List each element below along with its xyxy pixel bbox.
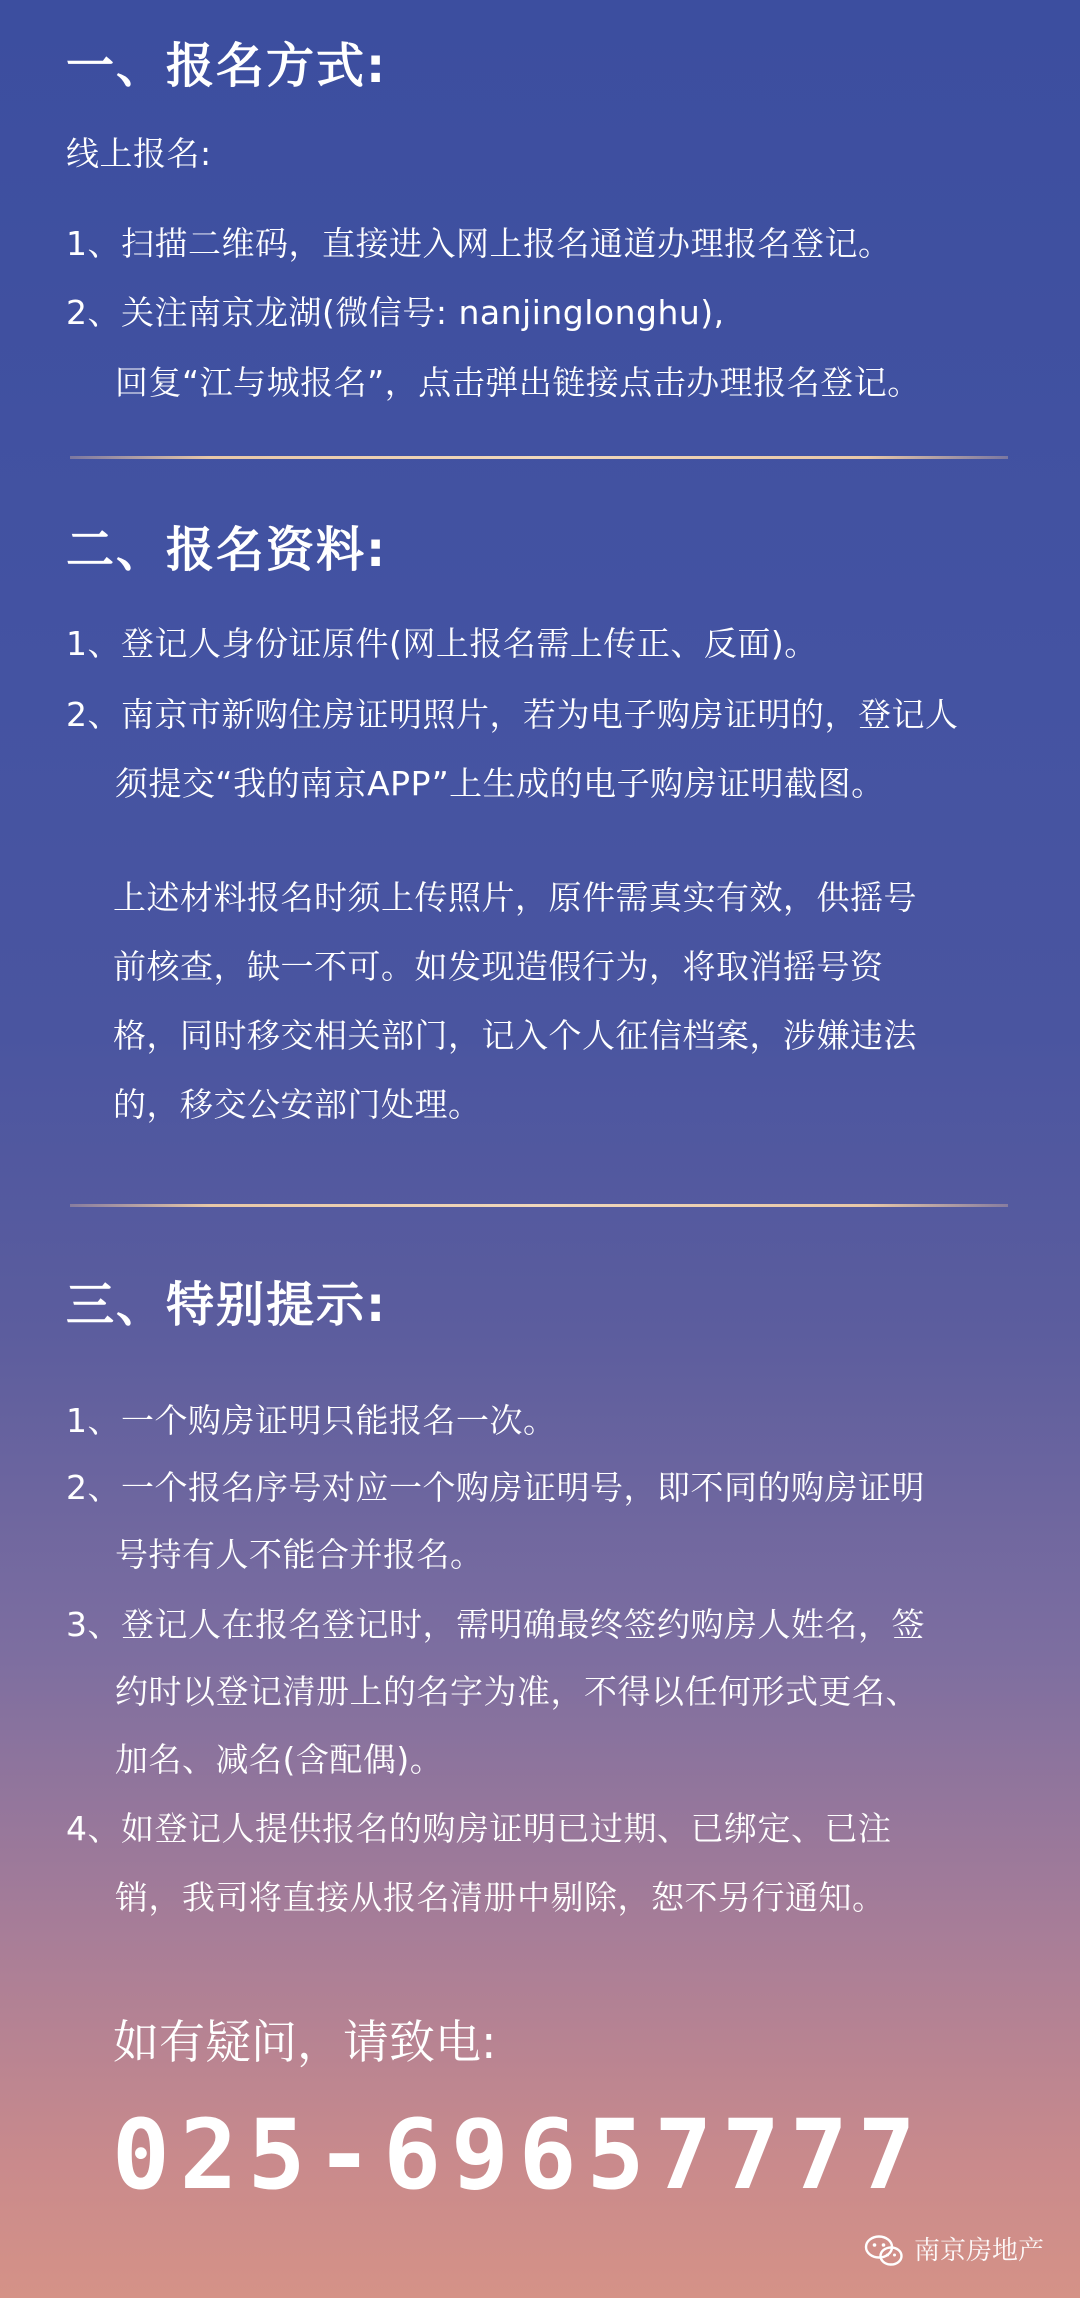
watermark-text: 南京房地产: [913, 2236, 1044, 2266]
section-heading-registration-materials: 二、报名资料:: [66, 522, 388, 578]
list-item-continuation: 销，我司将直接从报名清册中剔除，恕不另行通知。: [115, 1878, 886, 1917]
list-item-continuation: 须提交“我的南京APP”上生成的电子购房证明截图。: [115, 764, 885, 803]
wechat-icon: [864, 2234, 904, 2268]
list-item: 1、登记人身份证原件(网上报名需上传正、反面)。: [66, 624, 818, 663]
section-heading-special-notice: 三、特别提示:: [66, 1277, 388, 1333]
section-divider: [70, 1204, 1008, 1207]
list-item: 2、南京市新购住房证明照片，若为电子购房证明的，登记人: [66, 695, 959, 734]
note-line: 格，同时移交相关部门，记入个人征信档案，涉嫌违法: [113, 1016, 917, 1055]
section-divider: [70, 456, 1008, 459]
list-item-continuation: 约时以登记清册上的名字为准，不得以任何形式更名、: [115, 1672, 919, 1711]
list-item: 3、登记人在报名登记时，需明确最终签约购房人姓名，签: [66, 1605, 925, 1644]
list-item-continuation: 号持有人不能合并报名。: [115, 1535, 484, 1574]
section-heading-registration-method: 一、报名方式:: [66, 38, 388, 94]
note-line: 的，移交公安部门处理。: [113, 1085, 482, 1124]
note-line: 前核查，缺一不可。如发现造假行为，将取消摇号资: [113, 947, 884, 986]
wechat-account-watermark: [864, 2234, 1044, 2268]
list-item: 2、关注南京龙湖(微信号: nanjinglonghu),: [66, 293, 725, 332]
list-item-continuation: 回复“江与城报名”，点击弹出链接点击办理报名登记。: [115, 363, 921, 402]
subheading-online-registration: 线上报名:: [66, 134, 212, 173]
list-item: 4、如登记人提供报名的购房证明已过期、已绑定、已注: [66, 1809, 892, 1848]
contact-phone-number[interactable]: 025-69657777: [112, 2099, 926, 2211]
note-line: 上述材料报名时须上传照片，原件需真实有效，供摇号: [113, 878, 917, 917]
list-item-continuation: 加名、减名(含配偶)。: [115, 1740, 444, 1779]
contact-label: 如有疑问，请致电:: [113, 2015, 497, 2069]
list-item: 1、一个购房证明只能报名一次。: [66, 1401, 557, 1440]
list-item: 2、一个报名序号对应一个购房证明号，即不同的购房证明: [66, 1468, 925, 1507]
list-item: 1、扫描二维码，直接进入网上报名通道办理报名登记。: [66, 224, 892, 263]
